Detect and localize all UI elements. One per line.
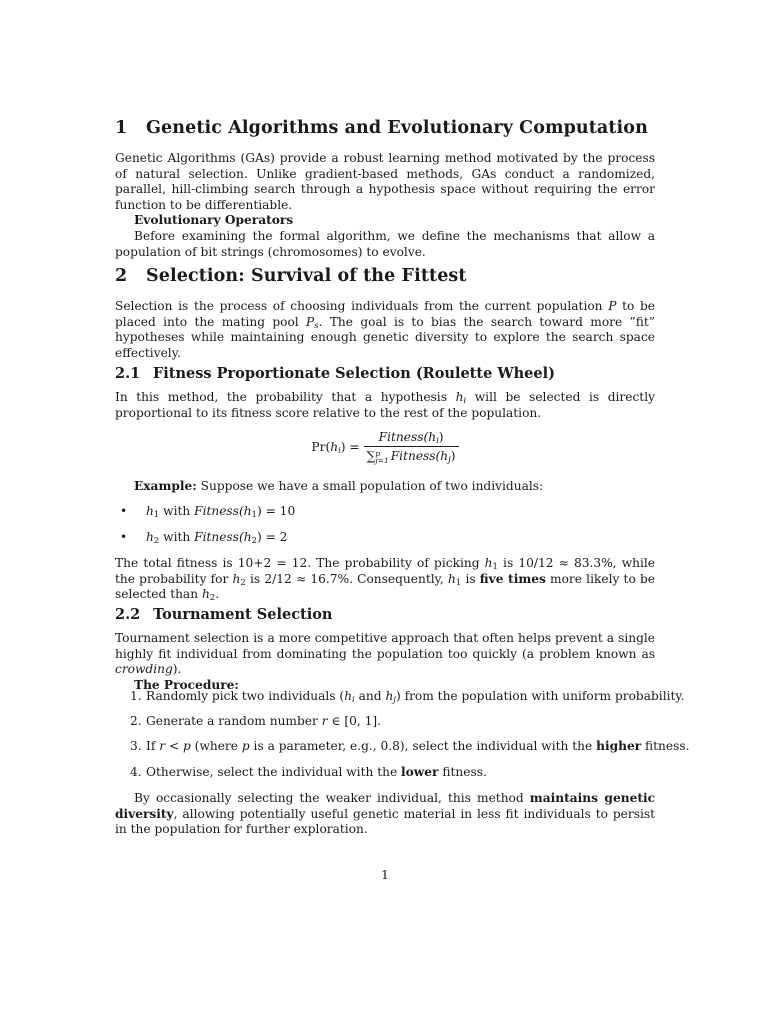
math-arg: (h	[238, 530, 252, 544]
formula-lhs	[311, 440, 359, 454]
text-run: ) = 2	[256, 530, 288, 544]
math-h: h	[146, 530, 154, 544]
section-1-intro-block	[115, 151, 655, 260]
list-item-text	[146, 765, 487, 781]
section-2-1-intro	[115, 390, 655, 421]
section-2-1-number: 2.1	[115, 365, 141, 382]
math-sub: j	[448, 455, 451, 465]
math-sub: 1	[492, 562, 498, 572]
text-run: ) from the population with uniform probability.	[395, 689, 685, 703]
formula-denominator	[364, 446, 459, 464]
math-sub: i	[463, 396, 467, 406]
section-2-1-intro-block	[115, 390, 655, 421]
math-fitness: Fitness	[194, 530, 239, 544]
list-item-text	[146, 689, 685, 705]
text-run: , allowing potentially useful genetic material in less fit individuals to persist in the population for further exploration.	[115, 806, 655, 837]
math-fitness: Fitness	[378, 430, 424, 444]
math-fitness: Fitness	[194, 504, 239, 518]
math-arg: (h	[435, 449, 449, 463]
math-r: r	[321, 714, 328, 728]
formula-pr: Pr(	[311, 439, 331, 454]
text-run: Tournament selection is a more competitive approach that often helps prevent a single highly fit individual from dominating the population too quickly (a problem known as	[115, 631, 655, 661]
math-h: h	[447, 571, 456, 586]
sum-lower: j=1	[375, 455, 389, 465]
math-sub: 2	[153, 536, 160, 546]
text-run: By occasionally selecting the weaker individual, this method	[134, 791, 530, 805]
math-h: h	[232, 571, 241, 586]
emphasis-five-times: five times	[479, 571, 546, 586]
math-h: h	[385, 689, 394, 703]
procedure-label: The Procedure:	[134, 677, 239, 692]
list-item-text	[146, 530, 287, 546]
text-run: is 10/12 ≈ 83.3%, while the probability for	[115, 556, 655, 586]
text-run: is 2/12 ≈ 16.7%. Consequently,	[245, 571, 448, 586]
math-sub: i	[352, 695, 355, 705]
text-run: with	[159, 504, 195, 518]
text-run: fitness.	[438, 765, 487, 779]
section-2-intro-block	[115, 299, 655, 361]
math-sub: 1	[153, 510, 160, 520]
bullet-icon: •	[120, 530, 128, 544]
math-sub: s	[314, 320, 319, 331]
emphasis-crowding: crowding	[115, 662, 173, 677]
list-number: 2.	[130, 714, 142, 728]
math-Ps: P	[306, 314, 315, 329]
section-1-title: Genetic Algorithms and Evolutionary Computation	[146, 118, 648, 138]
math-h: h	[455, 390, 464, 404]
text-run: Selection is the process of choosing individuals from the current population	[115, 299, 609, 313]
math-paren: )	[450, 449, 456, 463]
math-sub: 2	[209, 593, 216, 604]
math-arg: (h	[238, 504, 252, 518]
math-p: p	[183, 739, 191, 753]
total-fitness-paragraph	[115, 556, 655, 603]
math-p: p	[241, 739, 250, 753]
example-label: Example:	[134, 479, 197, 493]
text-run: Otherwise, select the individual with the	[146, 765, 402, 779]
math-paren: )	[438, 430, 444, 444]
formula-fraction	[364, 430, 459, 464]
text-run: more likely to be selected than	[115, 571, 655, 602]
section-2-2-intro-block	[115, 631, 655, 693]
text-run: <	[165, 739, 183, 753]
closing-paragraph	[115, 791, 655, 838]
text-run: ) = 10	[256, 504, 296, 518]
text-run: . The goal is to bias the search toward more ”fit” hypotheses while maintaining enough genetic diversity to explore the search space effectively.	[115, 314, 656, 360]
section-2-1-heading	[115, 365, 555, 382]
formula-numerator	[376, 430, 447, 446]
text-run: Generate a random number	[146, 714, 322, 728]
math-sub: i	[338, 445, 341, 456]
math-sub: 2	[240, 577, 246, 588]
text-run: ).	[172, 662, 182, 677]
text-run: will be selected is directly proportional to its fitness score relative to the rest of the population.	[115, 390, 655, 420]
math-sub: j	[393, 695, 396, 705]
section-2-2-title: Tournament Selection	[153, 606, 333, 623]
evolutionary-operators-paragraph	[115, 213, 655, 260]
section-1-intro: Genetic Algorithms (GAs) provide a robust learning method motivated by the process of natural selection. Unlike gradient-based methods, GAs conduct a randomized, parallel, hill-climbing search through a hypothesis space without requiring the error function to be differentiable.	[115, 151, 655, 212]
math-sub: 1	[251, 510, 257, 520]
evolutionary-operators-text: Before examining the formal algorithm, we define the mechanisms that allow a population of bit strings (chromosomes) to evolve.	[115, 228, 655, 259]
text-run: to be placed into the mating pool	[115, 299, 655, 329]
text-run: .	[215, 587, 220, 602]
text-run: Randomly pick two individuals (	[146, 689, 345, 703]
text-run: The total fitness is 10+2 = 12. The probability of picking	[115, 556, 485, 570]
sum-limits	[375, 450, 388, 464]
text-run: is	[461, 571, 480, 586]
text-run: with	[159, 530, 195, 544]
section-1-number: 1	[115, 118, 128, 138]
math-arg: (h	[423, 430, 437, 444]
text-run: (where	[190, 739, 242, 753]
list-item-text	[146, 739, 690, 755]
math-h: h	[146, 504, 154, 518]
evolutionary-operators-heading: Evolutionary Operators	[134, 213, 294, 228]
total-fitness-block	[115, 556, 655, 603]
example-block	[115, 479, 655, 495]
section-2-intro	[115, 299, 655, 361]
text-run: ∈ [0, 1].	[327, 714, 381, 728]
text-run: fitness.	[641, 739, 690, 753]
math-h: h	[201, 587, 210, 602]
list-item-text	[146, 714, 381, 730]
list-number: 4.	[130, 765, 142, 779]
math-fitness: Fitness	[390, 449, 436, 463]
text-run: is a parameter, e.g., 0.8), select the individual with the	[249, 739, 597, 753]
list-number: 1.	[130, 689, 142, 703]
roulette-probability-formula	[115, 430, 655, 464]
math-sub: 2	[251, 536, 257, 546]
emphasis-lower: lower	[401, 765, 439, 779]
section-2-heading	[115, 266, 467, 286]
text-run: If	[146, 739, 160, 753]
emphasis-genetic-diversity: maintains genetic diversity	[115, 791, 655, 821]
example-text: Suppose we have a small population of two individuals:	[196, 479, 544, 493]
math-P: P	[608, 299, 617, 313]
bullet-icon: •	[120, 504, 128, 518]
section-2-2-heading	[115, 606, 332, 623]
page-number: 1	[381, 868, 389, 882]
section-2-2-intro	[115, 631, 655, 678]
closing-block	[115, 791, 655, 838]
math-sub: 1	[455, 577, 462, 588]
math-h: h	[484, 556, 493, 570]
list-number: 3.	[130, 739, 142, 753]
math-h: h	[344, 689, 353, 703]
emphasis-higher: higher	[596, 739, 642, 753]
section-2-title: Selection: Survival of the Fittest	[146, 266, 467, 286]
math-r: r	[159, 739, 166, 753]
text-run: In this method, the probability that a hypothesis	[115, 390, 456, 404]
text-run: and	[354, 689, 386, 703]
section-2-2-number: 2.2	[115, 606, 141, 623]
math-sub: i	[436, 436, 439, 446]
section-1-heading	[115, 118, 648, 138]
section-2-1-title: Fitness Proportionate Selection (Roulette Wheel)	[153, 365, 555, 382]
sum-upper: p	[375, 448, 381, 458]
example-paragraph	[115, 479, 655, 495]
sum-symbol: ∑	[366, 449, 376, 463]
math-h: h	[330, 439, 339, 454]
section-2-number: 2	[115, 266, 128, 286]
formula-equals: ) =	[340, 439, 360, 454]
list-item-text	[146, 504, 295, 520]
